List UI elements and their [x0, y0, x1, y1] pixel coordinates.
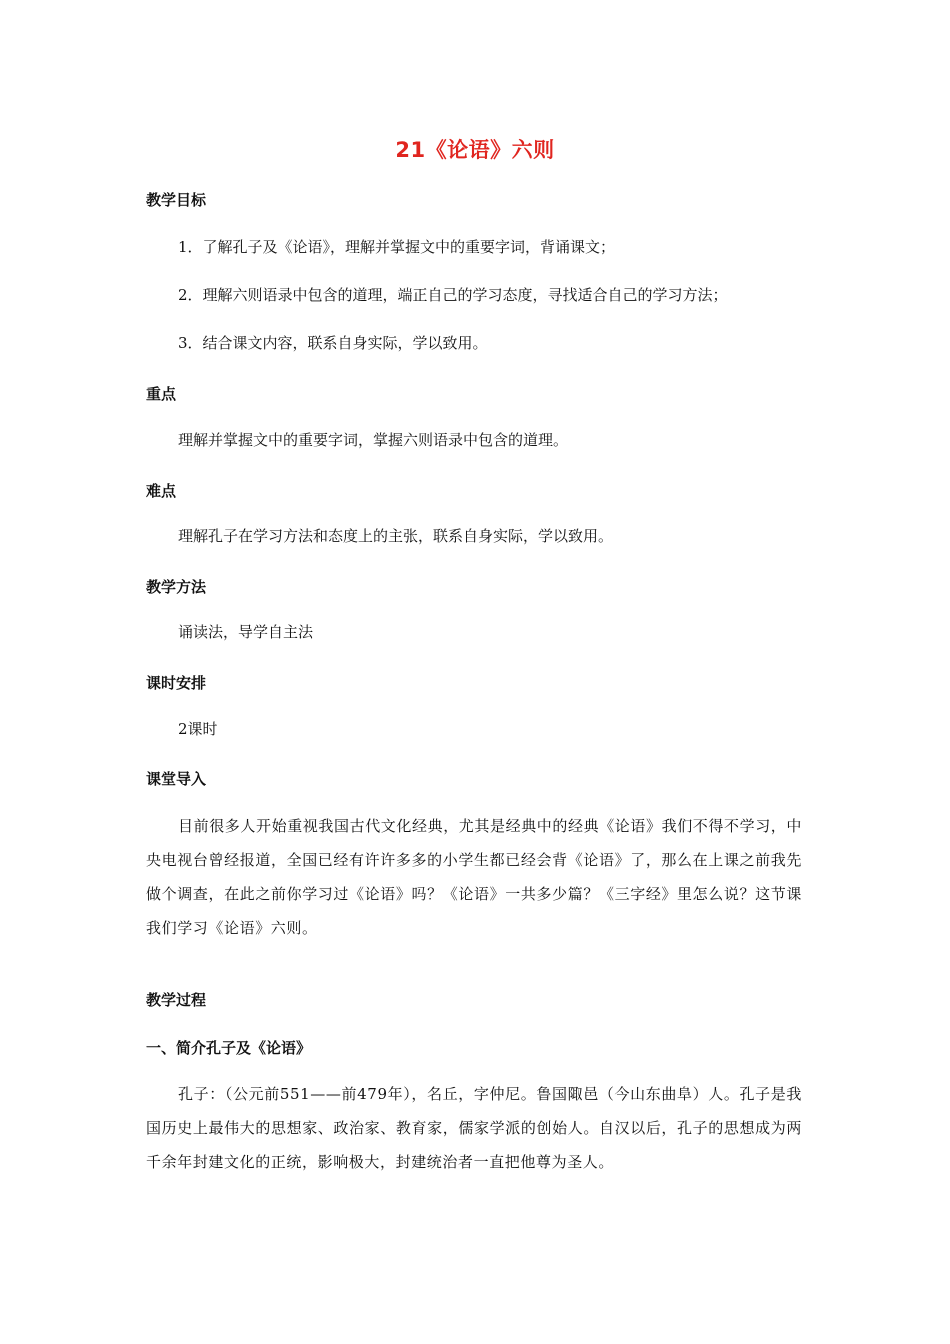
page-title: 21《论语》六则: [395, 138, 555, 162]
heading-methods: 教学方法: [146, 578, 207, 596]
difficulties-text: 理解孔子在学习方法和态度上的主张，联系自身实际，学以致用。: [178, 527, 614, 545]
key-points-text: 理解并掌握文中的重要字词，掌握六则语录中包含的道理。: [178, 431, 569, 449]
heading-process: 教学过程: [146, 991, 207, 1009]
heading-introduction: 课堂导入: [146, 770, 207, 788]
subheading-confucius-intro: 一、简介孔子及《论语》: [146, 1039, 312, 1057]
schedule-text: 2课时: [178, 720, 218, 738]
objective-item-1: 1．了解孔子及《论语》，理解并掌握文中的重要字词，背诵课文；: [178, 238, 616, 256]
heading-key-points: 重点: [146, 385, 177, 403]
introduction-paragraph: 目前很多人开始重视我国古代文化经典，尤其是经典中的经典《论语》我们不得不学习，中央电视台曾经报道，全国已经有许许多多的小学生都已经会背《论语》了，那么在上课之前我先做个调查，在此之前你学习过《论语》吗？《论语》一共多少篇？《三字经》里怎么说？这节课我们学习《论语》六则。: [146, 817, 803, 937]
methods-text: 诵读法，导学自主法: [178, 623, 314, 641]
objective-item-2: 2．理解六则语录中包含的道理，端正自己的学习态度，寻找适合自己的学习方法；: [178, 286, 728, 304]
heading-objectives: 教学目标: [146, 191, 207, 209]
heading-schedule: 课时安排: [146, 674, 207, 692]
confucius-paragraph: 孔子：（公元前551——前479年），名丘，字仲尼。鲁国陬邑（今山东曲阜）人。孔子是我国历史上最伟大的思想家、政治家、教育家，儒家学派的创始人。自汉以后，孔子的思想成为两千余年封建文化的正统，影响极大，封建统治者一直把他尊为圣人。: [146, 1085, 802, 1171]
heading-difficulties: 难点: [146, 482, 177, 500]
objective-item-3: 3．结合课文内容，联系自身实际，学以致用。: [178, 334, 488, 352]
